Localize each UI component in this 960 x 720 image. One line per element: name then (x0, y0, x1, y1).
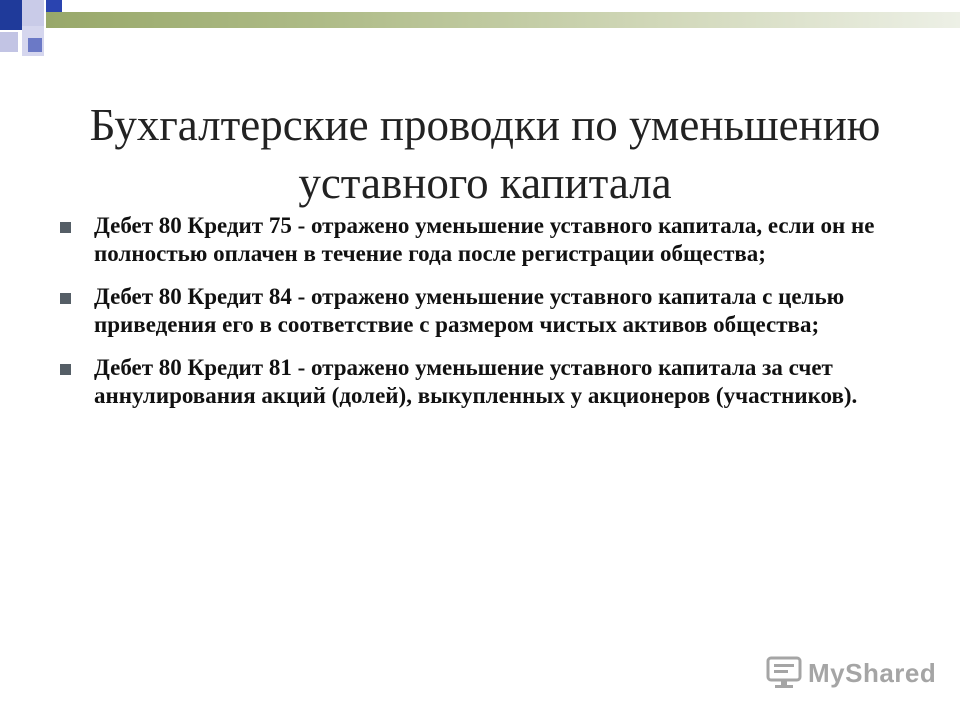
corner-square-lavender-left (0, 32, 18, 52)
bullet-text: Дебет 80 Кредит 84 - отражено уменьшение уставного капитала с целью приведения его в соответствие с размером чистых активов общества; (94, 284, 845, 337)
square-bullet-icon (60, 222, 71, 233)
square-bullet-icon (60, 364, 71, 375)
watermark-text: MyShared (808, 657, 937, 688)
corner-square-lavender (22, 0, 44, 26)
header-gradient-bar (46, 12, 960, 28)
bullet-text: Дебет 80 Кредит 81 - отражено уменьшение уставного капитала за счет аннулирования акций (долей), выкупленных у акционеров (участников). (94, 355, 858, 408)
bullet-list (60, 212, 880, 425)
slide-title: Бухгалтерские проводки по уменьшению уставного капитала (89, 100, 881, 209)
corner-square-blue-lower (28, 38, 42, 52)
bullet-text: Дебет 80 Кредит 75 - отражено уменьшение уставного капитала, если он не полностью оплачен в течение года после регистрации общества; (94, 213, 875, 266)
bullet-item (60, 283, 880, 339)
bullet-item (60, 212, 880, 268)
myshared-logo-icon (766, 656, 802, 690)
square-bullet-icon (60, 293, 71, 304)
watermark (766, 655, 936, 691)
corner-square-blue (0, 0, 24, 30)
bullet-item (60, 354, 880, 410)
